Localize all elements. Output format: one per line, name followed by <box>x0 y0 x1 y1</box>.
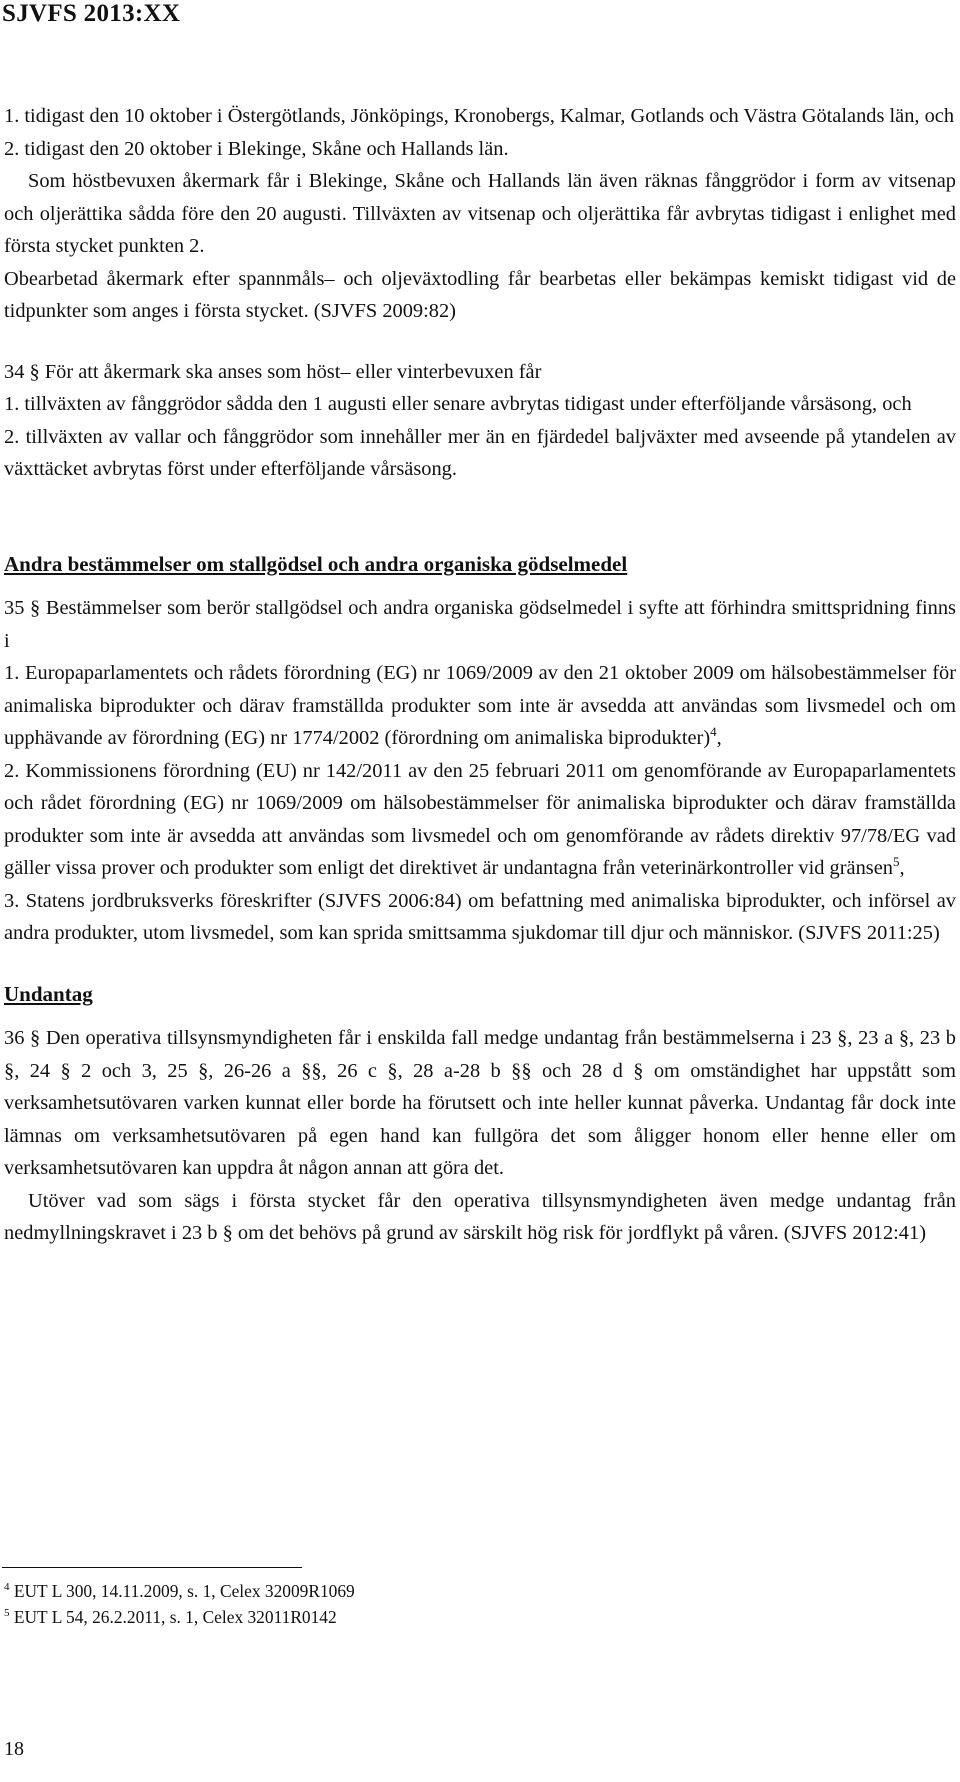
footnote-number: 4 <box>4 1581 10 1594</box>
list-item <box>4 657 956 755</box>
list-item: 1. tidigast den 10 oktober i Östergötlands, Jönköpings, Kronobergs, Kalmar, Gotlands och Västra Götalands län, och <box>4 105 955 127</box>
document-code: SJVFS 2013:XX <box>2 0 181 27</box>
page-number: 18 <box>4 1738 24 1760</box>
section-35: 35 § Bestämmelser som berör stallgödsel och andra organiska gödselmedel i syfte att förhindra smittspridning finns i <box>4 597 956 652</box>
footnote-number: 5 <box>4 1607 10 1620</box>
section-heading: Undantag <box>4 981 93 1006</box>
list-item-text: 1. Europaparlamentets och rådets förordning (EG) nr 1069/2009 av den 21 oktober 2009 om hälsobestämmelser för animaliska biprodukter och därav framställda produkter som inte är avsedda att användas som livsmedel och om upphävande av förordning (EG) nr 1774/2002 (förordning om animaliska biprodukter) <box>4 662 956 749</box>
paragraph: Som höstbevuxen åkermark får i Blekinge, Skåne och Hallands län även räknas fånggrödor i form av vitsenap och oljerättika sådda före den 20 augusti. Tillväxten av vitsenap och oljerättika får avbrytas tidigast i enlighet med första stycket punkten 2. <box>4 170 956 257</box>
section-heading: Andra bestämmelser om stallgödsel och andra organiska gödselmedel <box>4 551 628 576</box>
list-item: 3. Statens jordbruksverks föreskrifter (SJVFS 2006:84) om befattning med animaliska biprodukter, och införsel av andra produkter, utom livsmedel, som kan sprida smittsamma sjukdomar till djur och människor. (SJVFS 2011:25) <box>4 889 956 944</box>
section-34: 34 § För att åkermark ska anses som höst– eller vinterbevuxen får <box>4 360 542 383</box>
paragraph: Utöver vad som sägs i första stycket får den operativa tillsynsmyndigheten även medge undantag från nedmyllningskravet i 23 b § om det behövs på grund av särskilt hög risk för jordflykt på våren. (SJVFS 2012:41) <box>4 1189 956 1244</box>
paragraph: Obearbetad åkermark efter spannmåls– och oljeväxtodling får bearbetas eller bekämpas kemiskt tidigast vid de tidpunkter som anges i första stycket. (SJVFS 2009:82) <box>4 267 956 322</box>
footnote-text: EUT L 54, 26.2.2011, s. 1, Celex 32011R0142 <box>13 1607 337 1627</box>
footnote <box>4 1578 355 1604</box>
list-item: 2. tillväxten av vallar och fånggrödor som innehåller mer än en fjärdedel baljväxter med avseende på ytandelen av växttäcket avbrytas först under efterföljande vårsäsong. <box>4 425 956 480</box>
footnote <box>4 1604 355 1630</box>
footnote-divider <box>2 1567 302 1568</box>
list-item: 2. tidigast den 20 oktober i Blekinge, Skåne och Hallands län. <box>4 137 509 160</box>
footnote-ref: 5 <box>892 854 900 870</box>
list-item: 1. tillväxten av fånggrödor sådda den 1 augusti eller senare avbrytas tidigast under efterföljande vårsäsong, och <box>4 393 912 415</box>
section-36: 36 § Den operativa tillsynsmyndigheten får i enskilda fall medge undantag från bestämmelserna i 23 §, 23 a §, 23 b §, 24 § 2 och 3, 25 §, 26-26 a §§, 26 c §, 28 a-28 b §§ och 28 d § om omständighet har uppstått som verksamhetsutövaren varken kunnat eller borde ha förutsett och inte heller kunnat påverka. Undantag får dock inte lämnas om verksamhetsutövaren på egen hand kan fullgöra det som åligger honom eller henne eller om verksamhetsutövaren kan uppdra åt någon annan att göra det. <box>4 1027 956 1179</box>
document-body <box>4 100 956 1250</box>
footnote-text: EUT L 300, 14.11.2009, s. 1, Celex 32009R1069 <box>13 1581 355 1601</box>
list-item-punct: , <box>716 727 722 749</box>
footnotes <box>4 1578 355 1630</box>
footnote-ref: 4 <box>710 724 717 740</box>
list-item-punct: , <box>899 857 905 879</box>
list-item <box>4 755 956 885</box>
list-item-text: 2. Kommissionens förordning (EU) nr 142/2011 av den 25 februari 2011 om genomförande av Europaparlamentets och rådet förordning (EG) nr 1069/2009 om hälsobestämmelser för animaliska biprodukter och därav framställda produkter som inte är avsedda att användas som livsmedel och om genomförande av rådets direktiv 97/78/EG vad gäller vissa prover och produkter som enligt det direktivet är undantagna från veterinärkontroller vid gränsen <box>4 759 956 879</box>
